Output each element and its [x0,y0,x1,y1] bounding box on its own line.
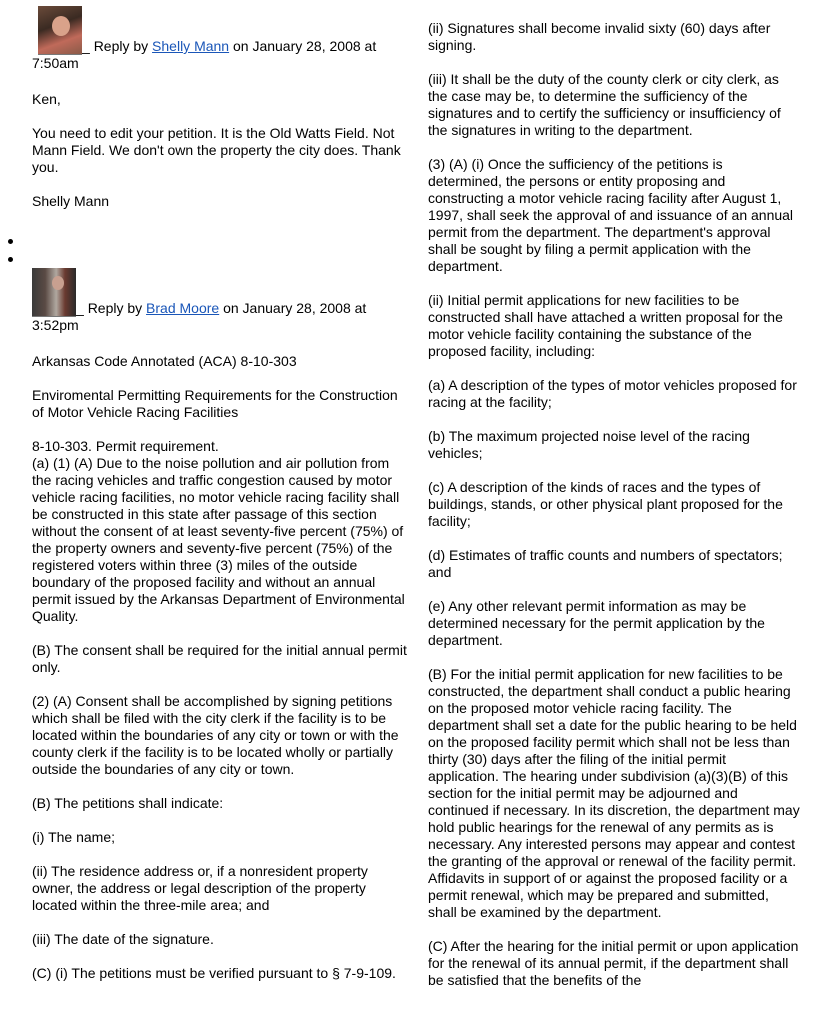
statute-paragraph: (c) A description of the kinds of races and the types of buildings, stands, or other physical plant proposed for the facility; [428,479,783,529]
statute-heading: Enviromental Permitting Requirements for the Construction of Motor Vehicle Racing Facilities [32,387,398,420]
statute-paragraph: (b) The maximum projected noise level of the racing vehicles; [428,428,750,461]
comment-time: 3:52pm [32,317,79,333]
statute-paragraph: (ii) Initial permit applications for new facilities to be constructed shall have attached a written proposal for the motor vehicle facility containing the substance of the proposed facility, including: [428,292,783,359]
statute-paragraph: (B) The petitions shall indicate: [32,795,224,811]
statute-paragraph: (iii) It shall be the duty of the county clerk or city clerk, as the case may be, to determine the sufficiency of the signatures and to certify the sufficiency or insufficiency of the signatures in writing to the department. [428,71,781,138]
statute-paragraph: (B) For the initial permit application for new facilities to be constructed, the department shall conduct a public hearing on the proposed motor vehicle racing facility. The department shall set a date for the public hearing to be held on the proposed facility permit which shall not be less than thirty (30) days after the filing of the initial permit application. The hearing under subdivision (a)(3)(B) of this section for the initial permit may be adjourned and continued if necessary. In its discretion, the department may hold public hearings for the renewal of any permits as is necessary. Any interested persons may appear and contest the granting of the approval or renewal of the facility permit. Affidavits in support of or against the proposed facility or a permit renewal, which may be prepared and submitted, shall be examined by the department. [428,666,800,920]
statute-paragraph: (ii) Signatures shall become invalid sixty (60) days after signing. [428,20,771,53]
comment-date: on January 28, 2008 at [232,38,377,54]
list-bullet [8,257,13,262]
statute-paragraph: (iii) The date of the signature. [32,931,214,947]
avatar-underscore: _ [76,300,84,316]
statute-paragraph: (3) (A) (i) Once the sufficiency of the petitions is determined, the persons or entity proposing and constructing a motor vehicle racing facility after August 1, 1997, shall seek the approval of and issuance of an annual permit from the department. The department's approval shall be sought by filing a permit application with the department. [428,156,794,274]
statute-paragraph: (ii) The residence address or, if a nonresident property owner, the address or legal description of the property located within the three-mile area; and [32,863,368,913]
author-link[interactable]: Shelly Mann [152,38,230,54]
reply-by-label: Reply by [93,38,149,54]
comment-date: on January 28, 2008 at [223,300,367,316]
statute-paragraph: (d) Estimates of traffic counts and numbers of spectators; and [428,547,783,580]
statute-paragraph: (C) After the hearing for the initial permit or upon application for the renewal of its annual permit, if the department shall be satisfied that the benefits of the [428,938,799,988]
statute-paragraph: (a) (1) (A) Due to the noise pollution and air pollution from the racing vehicles and traffic congestion caused by motor vehicle racing facilities, no motor vehicle racing facility shall be constructed in this state after passage of this section without the consent of at least seventy-five percent (75%) of the property owners and seventy-five percent (75%) of the registered voters within three (3) miles of the outside boundary of the proposed facility and without an annual permit issued by the Arkansas Department of Environmental Quality. [32,455,405,624]
comments-right-column [428,20,800,1006]
statute-paragraph: (i) The name; [32,829,115,845]
statute-section-title: 8-10-303. Permit requirement. [32,438,219,454]
comment-time: 7:50am [32,55,79,71]
statute-paragraph: (e) Any other relevant permit information as may be determined necessary for the permit application by the department. [428,598,765,648]
reply-by-label: Reply by [87,300,143,316]
avatar[interactable] [32,268,76,317]
statute-paragraph: (C) (i) The petitions must be verified pursuant to § 7-9-109. [32,965,396,981]
statute-paragraph: (2) (A) Consent shall be accomplished by signing petitions which shall be filed with the city clerk if the facility is to be located within the boundaries of any city or town or with the county clerk if the facility is to be located wholly or partially outside the boundaries of any city or town. [32,693,399,777]
statute-paragraph: (a) A description of the types of motor vehicles proposed for racing at the facility; [428,377,797,410]
comment-shelly-mann [32,6,412,72]
comment-header [32,6,412,72]
author-link[interactable]: Brad Moore [146,300,220,316]
comment-header [32,268,412,334]
comment-brad-moore [32,268,412,334]
list-bullet [8,239,13,244]
comment-body-paragraph: You need to edit your petition. It is the Old Watts Field. Not Mann Field. We don't own the property the city does. Thank you. [32,125,401,175]
comment-signature: Shelly Mann [32,193,110,209]
statute-citation: Arkansas Code Annotated (ACA) 8-10-303 [32,353,297,369]
avatar-underscore: _ [82,38,90,54]
avatar[interactable] [38,6,82,55]
statute-paragraph: (B) The consent shall be required for the initial annual permit only. [32,642,407,675]
comment-body-paragraph: Ken, [32,91,61,107]
